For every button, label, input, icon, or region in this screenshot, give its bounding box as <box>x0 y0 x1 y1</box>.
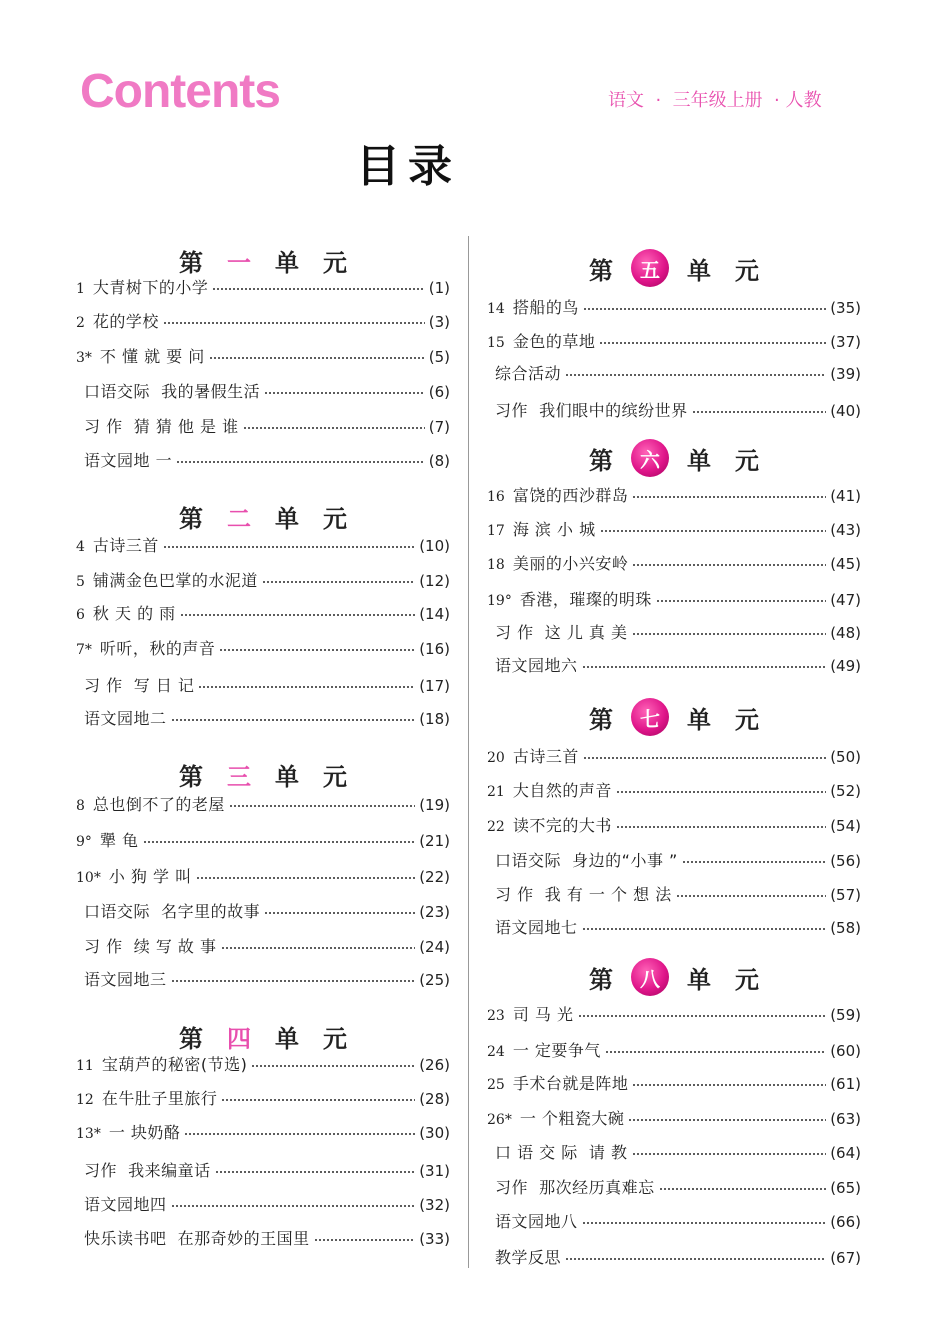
toc-entry[interactable]: 19° 香港，璀璨的明珠 (47) <box>487 590 861 609</box>
toc-entry[interactable]: 15 金色的草地 (37) <box>487 332 861 351</box>
toc-entry[interactable]: 11 宝葫芦的秘密(节选) (26) <box>76 1055 450 1074</box>
toc-entry[interactable]: 习作 我来编童话 (31) <box>84 1161 450 1180</box>
toc-entry[interactable]: 4 古诗三首 (10) <box>76 536 450 555</box>
toc-entry[interactable]: 12 在牛肚子里旅行 (28) <box>76 1089 450 1108</box>
toc-entry[interactable]: 习作 那次经历真难忘 (65) <box>495 1178 861 1197</box>
toc-entry[interactable]: 3* 不 懂 就 要 问 (5) <box>76 347 450 366</box>
toc-entry[interactable]: 口语交际 身边的“小事 ” (56) <box>495 851 861 870</box>
toc-entry[interactable]: 习 作 我 有 一 个 想 法 (57) <box>495 885 861 904</box>
unit-heading-3: 第 三 单 元 <box>179 761 347 791</box>
unit-heading-6: 第 六 单 元 <box>487 438 861 478</box>
toc-entry[interactable]: 口语交际 我的暑假生活 (6) <box>84 382 450 401</box>
toc-entry[interactable]: 10* 小 狗 学 叫 (22) <box>76 867 450 886</box>
toc-entry[interactable]: 21 大自然的声音 (52) <box>487 781 861 800</box>
toc-entry[interactable]: 习 作 猜 猜 他 是 谁 (7) <box>84 417 450 436</box>
toc-entry[interactable]: 综合活动 (39) <box>495 364 861 383</box>
toc-entry[interactable]: 20 古诗三首 (50) <box>487 747 861 766</box>
toc-entry[interactable]: 8 总也倒不了的老屋 (19) <box>76 795 450 814</box>
toc-entry[interactable]: 语文园地八 (66) <box>495 1212 861 1231</box>
toc-entry[interactable]: 26* 一 个粗瓷大碗 (63) <box>487 1109 861 1128</box>
toc-entry[interactable]: 语文园地四 (32) <box>84 1195 450 1214</box>
contents-word: Contents <box>80 65 280 118</box>
toc-entry[interactable]: 习 作 续 写 故 事 (24) <box>84 937 450 956</box>
toc-entry[interactable]: 语文园地 一 (8) <box>84 451 450 470</box>
toc-entry[interactable]: 1 大青树下的小学 (1) <box>76 278 450 297</box>
toc-entry[interactable]: 6 秋 天 的 雨 (14) <box>76 604 450 623</box>
column-divider <box>468 236 469 1268</box>
unit-heading-8: 第 八 单 元 <box>487 957 861 997</box>
toc-entry[interactable]: 习作 我们眼中的缤纷世界 (40) <box>495 401 861 420</box>
unit-heading-2: 第 二 单 元 <box>179 503 347 533</box>
toc-entry[interactable]: 5 铺满金色巴掌的水泥道 (12) <box>76 571 450 590</box>
toc-entry[interactable]: 23 司 马 光 (59) <box>487 1005 861 1024</box>
toc-entry[interactable]: 14 搭船的鸟 (35) <box>487 298 861 317</box>
unit-heading-1: 第 一 单 元 <box>179 247 347 277</box>
unit-heading-5: 第 五 单 元 <box>487 248 861 288</box>
toc-entry[interactable]: 9° 犟 龟 (21) <box>76 831 450 850</box>
toc-entry[interactable]: 7* 听听，秋的声音 (16) <box>76 639 450 658</box>
toc-entry[interactable]: 16 富饶的西沙群岛 (41) <box>487 486 861 505</box>
toc-entry[interactable]: 25 手术台就是阵地 (61) <box>487 1074 861 1093</box>
toc-entry[interactable]: 习 作 写 日 记 (17) <box>84 676 450 695</box>
toc-entry[interactable]: 教学反思 (67) <box>495 1248 861 1267</box>
toc-entry[interactable]: 语文园地六 (49) <box>495 656 861 675</box>
toc-entry[interactable]: 24 一 定要争气 (60) <box>487 1041 861 1060</box>
toc-entry[interactable]: 17 海 滨 小 城 (43) <box>487 520 861 539</box>
toc-entry[interactable]: 18 美丽的小兴安岭 (45) <box>487 554 861 573</box>
right-column <box>487 0 861 1344</box>
unit-heading-4: 第 四 单 元 <box>179 1023 347 1053</box>
subtitle: 语文 · 三年级上册 · 人教 <box>608 90 822 111</box>
page-title: 目录 <box>356 141 460 192</box>
toc-entry[interactable]: 口语交际 名字里的故事 (23) <box>84 902 450 921</box>
unit-heading-7: 第 七 单 元 <box>487 697 861 737</box>
toc-entry[interactable]: 快乐读书吧 在那奇妙的王国里 (33) <box>84 1229 450 1248</box>
toc-entry[interactable]: 2 花的学校 (3) <box>76 312 450 331</box>
toc-entry[interactable]: 习 作 这 儿 真 美 (48) <box>495 623 861 642</box>
left-column <box>76 0 450 1344</box>
toc-entry[interactable]: 语文园地三 (25) <box>84 970 450 989</box>
toc-entry[interactable]: 13* 一 块奶酪 (30) <box>76 1123 450 1142</box>
toc-entry[interactable]: 22 读不完的大书 (54) <box>487 816 861 835</box>
toc-entry[interactable]: 口 语 交 际 请 教 (64) <box>495 1143 861 1162</box>
toc-entry[interactable]: 语文园地七 (58) <box>495 918 861 937</box>
toc-entry[interactable]: 语文园地二 (18) <box>84 709 450 728</box>
